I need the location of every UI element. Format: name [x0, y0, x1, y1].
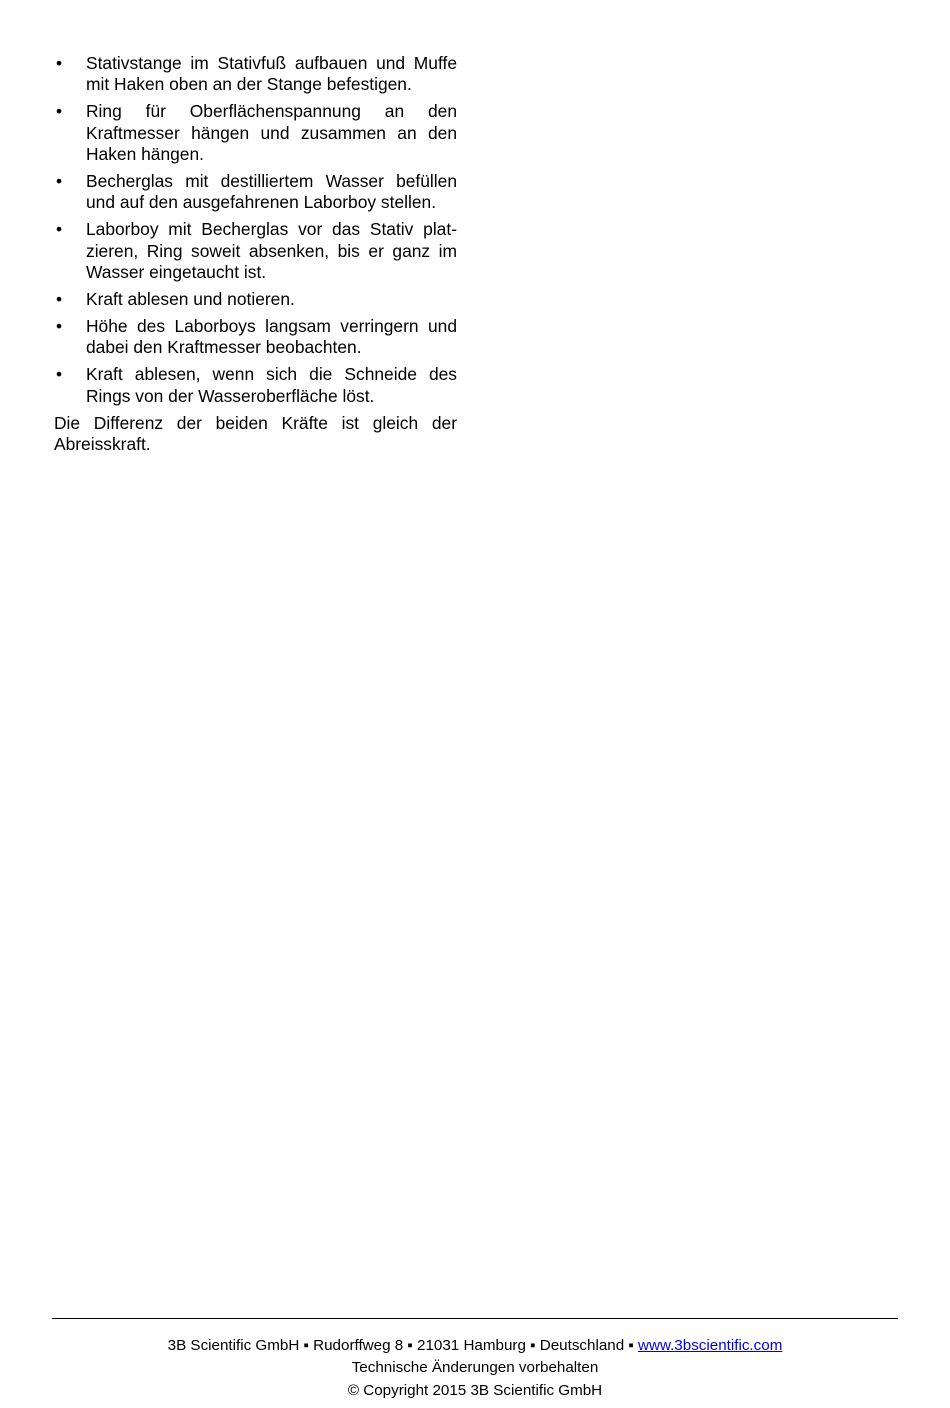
bullet-icon: •	[55, 364, 63, 385]
procedure-step	[54, 101, 457, 165]
step-text: Ring für Oberflächenspannung an den Kraftmesser hängen und zusammen an den Haken hängen.	[86, 101, 457, 165]
step-text: Kraft ablesen, wenn sich die Schneide des Rings von der Wasseroberfläche löst.	[86, 364, 457, 406]
bullet-icon: •	[55, 53, 63, 73]
step-text: Laborboy mit Becherglas vor das Stativ platzieren, Ring soweit absenken, bis er ganz im Wasser eingetaucht ist.	[86, 219, 457, 283]
procedure-step	[54, 171, 457, 214]
bullet-icon: •	[55, 289, 63, 310]
footer-address-line	[0, 1335, 950, 1357]
procedure-list	[54, 53, 457, 407]
step-text: Höhe des Laborboys langsam verringern und dabei den Kraftmesser beobachten.	[86, 315, 457, 358]
bullet-icon: •	[55, 101, 63, 122]
step-text: Becherglas mit destilliertem Wasser befüllen und auf den ausgefahrenen Laborboy stellen.	[86, 171, 457, 213]
technical-changes-notice: Technische Änderungen vorbehalten	[351, 1358, 599, 1376]
instructions-column	[54, 53, 457, 455]
procedure-step	[54, 316, 457, 359]
step-text: Stativstange im Stativfuß aufbauen und Muffe mit Haken oben an der Stange befestigen.	[86, 53, 457, 95]
procedure-step	[54, 219, 457, 283]
bullet-icon: •	[55, 219, 63, 240]
footer-divider	[52, 1318, 898, 1319]
bullet-icon: •	[55, 171, 63, 192]
company-address: 3B Scientific GmbH ▪ Rudorffweg 8 ▪ 21031 Hamburg ▪ Deutschland ▪	[167, 1337, 639, 1354]
procedure-step	[54, 53, 457, 96]
bullet-icon: •	[55, 315, 63, 336]
conclusion-paragraph: Die Differenz der beiden Kräfte ist gleich der Abreisskraft.	[54, 412, 457, 454]
page-footer	[0, 1335, 950, 1402]
website-link[interactable]: www.3bscientific.com	[638, 1337, 783, 1354]
procedure-step	[54, 364, 457, 407]
copyright-notice: © Copyright 2015 3B Scientific GmbH	[347, 1382, 603, 1399]
procedure-step	[54, 289, 457, 310]
step-text: Kraft ablesen und notieren.	[86, 289, 295, 310]
